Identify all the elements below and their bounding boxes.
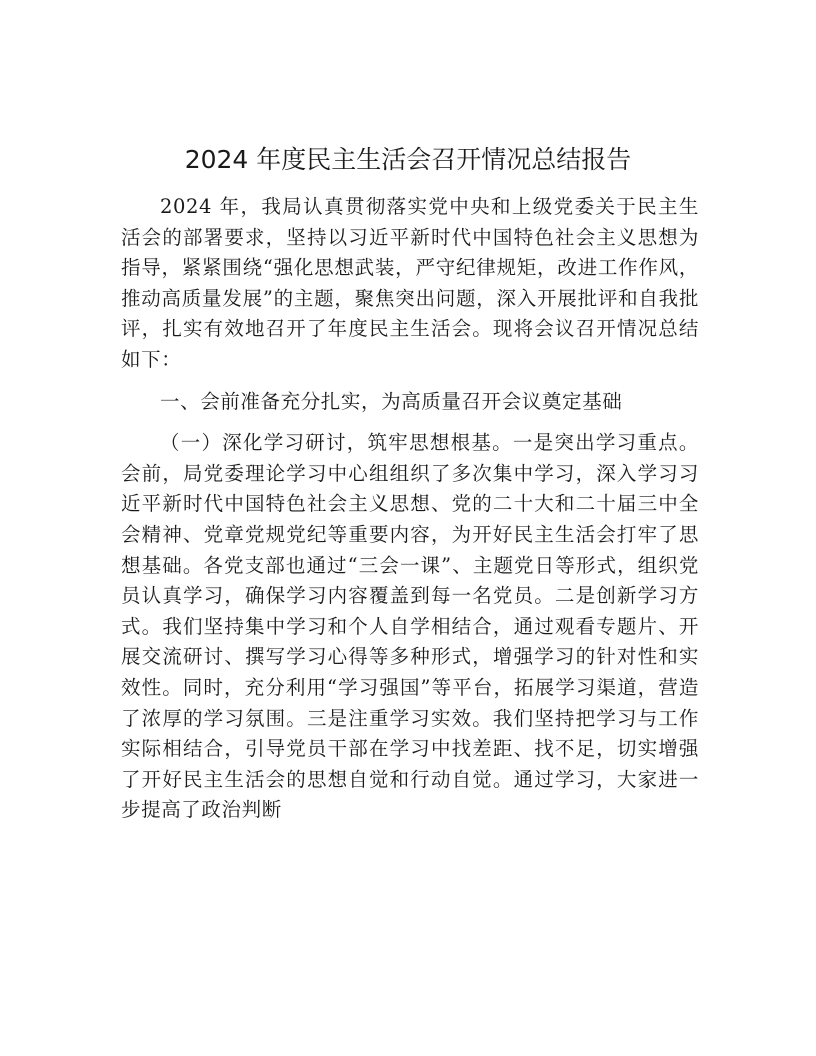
document-title: 2024 年度民主生活会召开情况总结报告 <box>184 145 632 174</box>
section-heading: 一、会前准备充分扎实，为高质量召开会议奠定基础 <box>160 389 623 413</box>
document-body <box>121 192 699 826</box>
body-paragraph: （一）深化学习研讨，筑牢思想根基。一是突出学习重点。会前，局党委理论学习中心组组织了多次集中学习，深入学习习近平新时代中国特色社会主义思想、党的二十大和二十届三中全会精神、党章党规党纪等重要内容，为开好民主生活会打牢了思想基础。各党支部也通过“三会一课”、主题党日等形式，组织党员认真学习，确保学习内容覆盖到每一名党员。二是创新学习方式。我们坚持集中学习和个人自学相结合，通过观看专题片、开展交流研讨、撰写学习心得等多种形式，增强学习的针对性和实效性。同时，充分利用“学习强国”等平台，拓展学习渠道，营造了浓厚的学习氛围。三是注重学习实效。我们坚持把学习与工作实际相结合，引导党员干部在学习中找差距、找不足，切实增强了开好民主生活会的思想自觉和行动自觉。通过学习，大家进一步提高了政治判断 <box>121 431 699 822</box>
intro-paragraph: 2024 年，我局认真贯彻落实党中央和上级党委关于民主生活会的部署要求，坚持以习近平新时代中国特色社会主义思想为指导，紧紧围绕“强化思想武装，严守纪律规矩，改进工作作风，推动高质量发展”的主题，聚焦突出问题，深入开展批评和自我批评，扎实有效地召开了年度民主生活会。现将会议召开情况总结如下： <box>121 195 699 371</box>
